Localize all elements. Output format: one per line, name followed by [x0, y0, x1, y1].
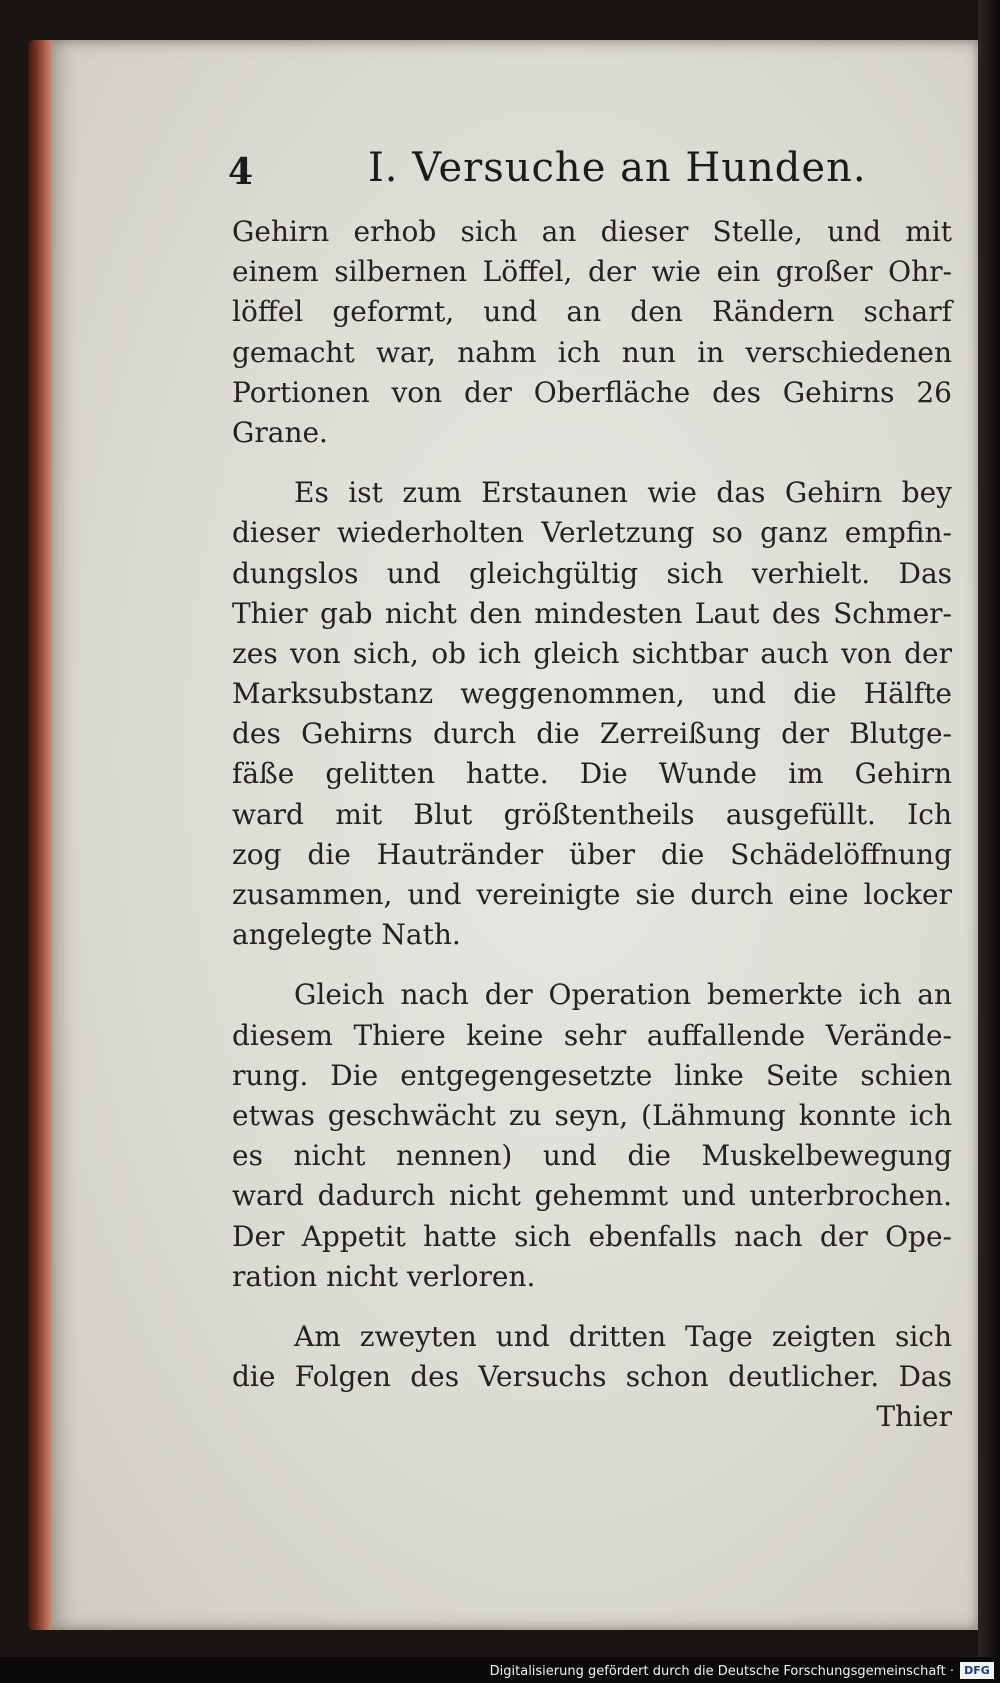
text-line: angelegte Nath. [232, 918, 461, 952]
right-scan-edge [978, 0, 1000, 1683]
page-number: 4 [228, 151, 254, 193]
text-line: Marksubstanz weggenommen, und die Hälfte [232, 677, 952, 711]
text-line: zes von sich, ob ich gleich sichtbar auch von der [232, 636, 952, 670]
paragraph-3 [232, 975, 952, 1297]
digitization-credit: Digitalisierung gefördert durch die Deutsche Forschungsgemeinschaft · [489, 1664, 954, 1679]
catchword: Thier [876, 1400, 952, 1434]
paragraph-4 [232, 1317, 952, 1438]
text-line: dieser wiederholten Verletzung so ganz empfin- [232, 516, 952, 550]
text-line: es nicht nennen) und die Muskelbewegung [232, 1139, 952, 1173]
page-header [228, 145, 988, 205]
paragraph-1 [232, 212, 952, 453]
text-line: zog die Hautränder über die Schädelöffnung [232, 837, 952, 871]
running-head: I. Versuche an Hunden. [368, 145, 867, 191]
text-line: diesem Thiere keine sehr auffallende Verände- [232, 1018, 952, 1052]
text-line: ration nicht verloren. [232, 1259, 536, 1293]
text-line: Es ist zum Erstaunen wie das Gehirn bey [294, 476, 952, 510]
text-line: Thier gab nicht den mindesten Laut des Schmer- [232, 596, 952, 630]
text-line: Portionen von der Oberfläche des Gehirns 26 [232, 375, 952, 409]
text-line: des Gehirns durch die Zerreißung der Blutge- [232, 717, 952, 751]
text-line: gemacht war, nahm ich nun in verschiedenen [232, 335, 952, 369]
paragraph-2 [232, 473, 952, 955]
text-line: ward mit Blut größtentheils ausgefüllt. Ich [232, 797, 952, 831]
text-line: fäße gelitten hatte. Die Wunde im Gehirn [232, 757, 952, 791]
text-line: einem silbernen Löffel, der wie ein großer Ohr- [232, 255, 952, 289]
text-line: dungslos und gleichgültig sich verhielt. Das [232, 556, 952, 590]
text-line: zusammen, und vereinigte sie durch eine locker [232, 878, 952, 911]
text-line: Grane. [232, 415, 328, 449]
dfg-logo-icon: DFG [960, 1662, 994, 1679]
text-line: löffel geformt, und an den Rändern scharf [232, 295, 952, 329]
text-line: ward dadurch nicht gehemmt und unterbrochen. [232, 1179, 952, 1213]
text-line: Am zweyten und dritten Tage zeigten sich [294, 1319, 952, 1353]
body-text [232, 212, 952, 1437]
text-line: die Folgen des Versuchs schon deutlicher. Das [232, 1360, 952, 1394]
text-line: etwas geschwächt zu seyn, (Lähmung konnte ich [232, 1098, 952, 1132]
text-line: Der Appetit hatte sich ebenfalls nach der Ope- [232, 1219, 952, 1253]
text-line: Gleich nach der Operation bemerkte ich an [294, 978, 952, 1012]
footer-bar [0, 1657, 1000, 1683]
text-line: rung. Die entgegengesetzte linke Seite schien [232, 1058, 952, 1092]
text-line: Gehirn erhob sich an dieser Stelle, und mit [232, 215, 952, 248]
